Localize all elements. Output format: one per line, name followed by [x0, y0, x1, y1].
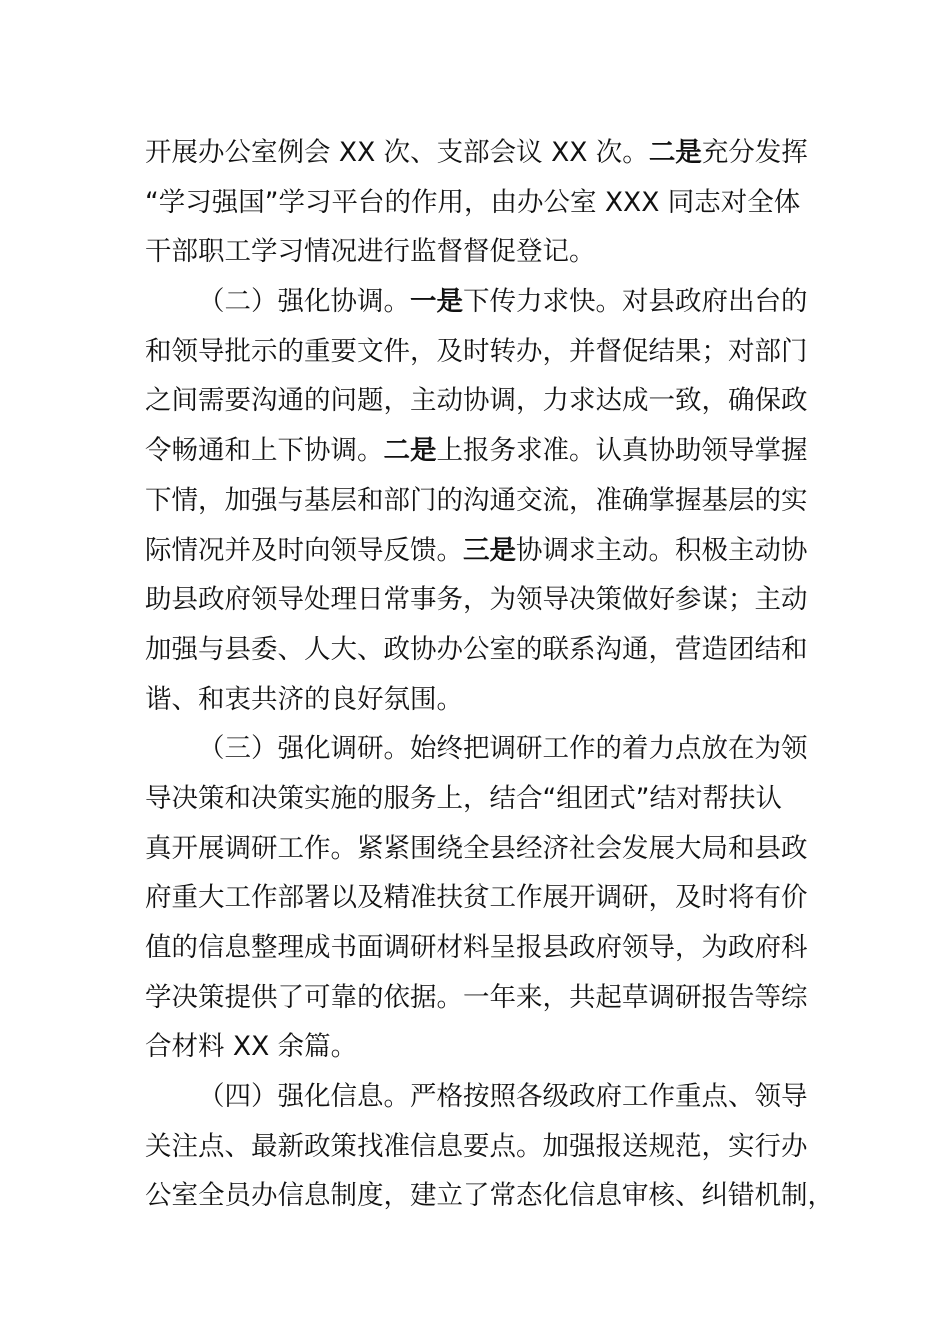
- text-line: （三）强化调研。始终把调研工作的着力点放在为领: [198, 733, 808, 765]
- text-line: 令畅通和上下协调。二是上报务求准。认真协助领导掌握: [145, 435, 808, 467]
- text-line: 助县政府领导处理日常事务，为领导决策做好参谋；主动: [145, 584, 808, 616]
- text-line: （四）强化信息。严格按照各级政府工作重点、领导: [198, 1081, 808, 1113]
- text-line: （二）强化协调。一是下传力求快。对县政府出台的: [198, 286, 808, 318]
- text-line: 关注点、最新政策找准信息要点。加强报送规范，实行办: [145, 1130, 808, 1162]
- text-line: 值的信息整理成书面调研材料呈报县政府领导，为政府科: [145, 932, 808, 963]
- text-line: 干部职工学习情况进行监督督促登记。: [145, 236, 596, 268]
- text-line: 开展办公室例会 XX 次、支部会议 XX 次。二是充分发挥: [145, 137, 808, 168]
- text-line: 加强与县委、人大、政协办公室的联系沟通，营造团结和: [145, 633, 808, 665]
- text-line: 学决策提供了可靠的依据。一年来，共起草调研报告等综: [145, 981, 808, 1013]
- text-line: 府重大工作部署以及精准扶贫工作展开调研，及时将有价: [145, 882, 808, 914]
- text-line: 下情，加强与基层和部门的沟通交流，准确掌握基层的实: [145, 484, 808, 516]
- text-line: 导决策和决策实施的服务上，结合“组团式”结对帮扶认: [145, 782, 782, 814]
- document-body: [145, 128, 834, 1221]
- text-line: 公室全员办信息制度，建立了常态化信息审核、纠错机制，: [145, 1180, 834, 1212]
- text-line: 合材料 XX 余篇。: [145, 1031, 358, 1063]
- text-line: “学习强国”学习平台的作用，由办公室 XXX 同志对全体: [145, 186, 801, 218]
- text-line: 和领导批示的重要文件，及时转办，并督促结果；对部门: [145, 335, 808, 367]
- text-line: 之间需要沟通的问题，主动协调，力求达成一致，确保政: [145, 385, 808, 417]
- text-line: 谐、和衷共济的良好氛围。: [145, 683, 463, 715]
- text-line: 真开展调研工作。紧紧围绕全县经济社会发展大局和县政: [145, 832, 808, 864]
- text-line: 际情况并及时向领导反馈。三是协调求主动。积极主动协: [145, 534, 808, 566]
